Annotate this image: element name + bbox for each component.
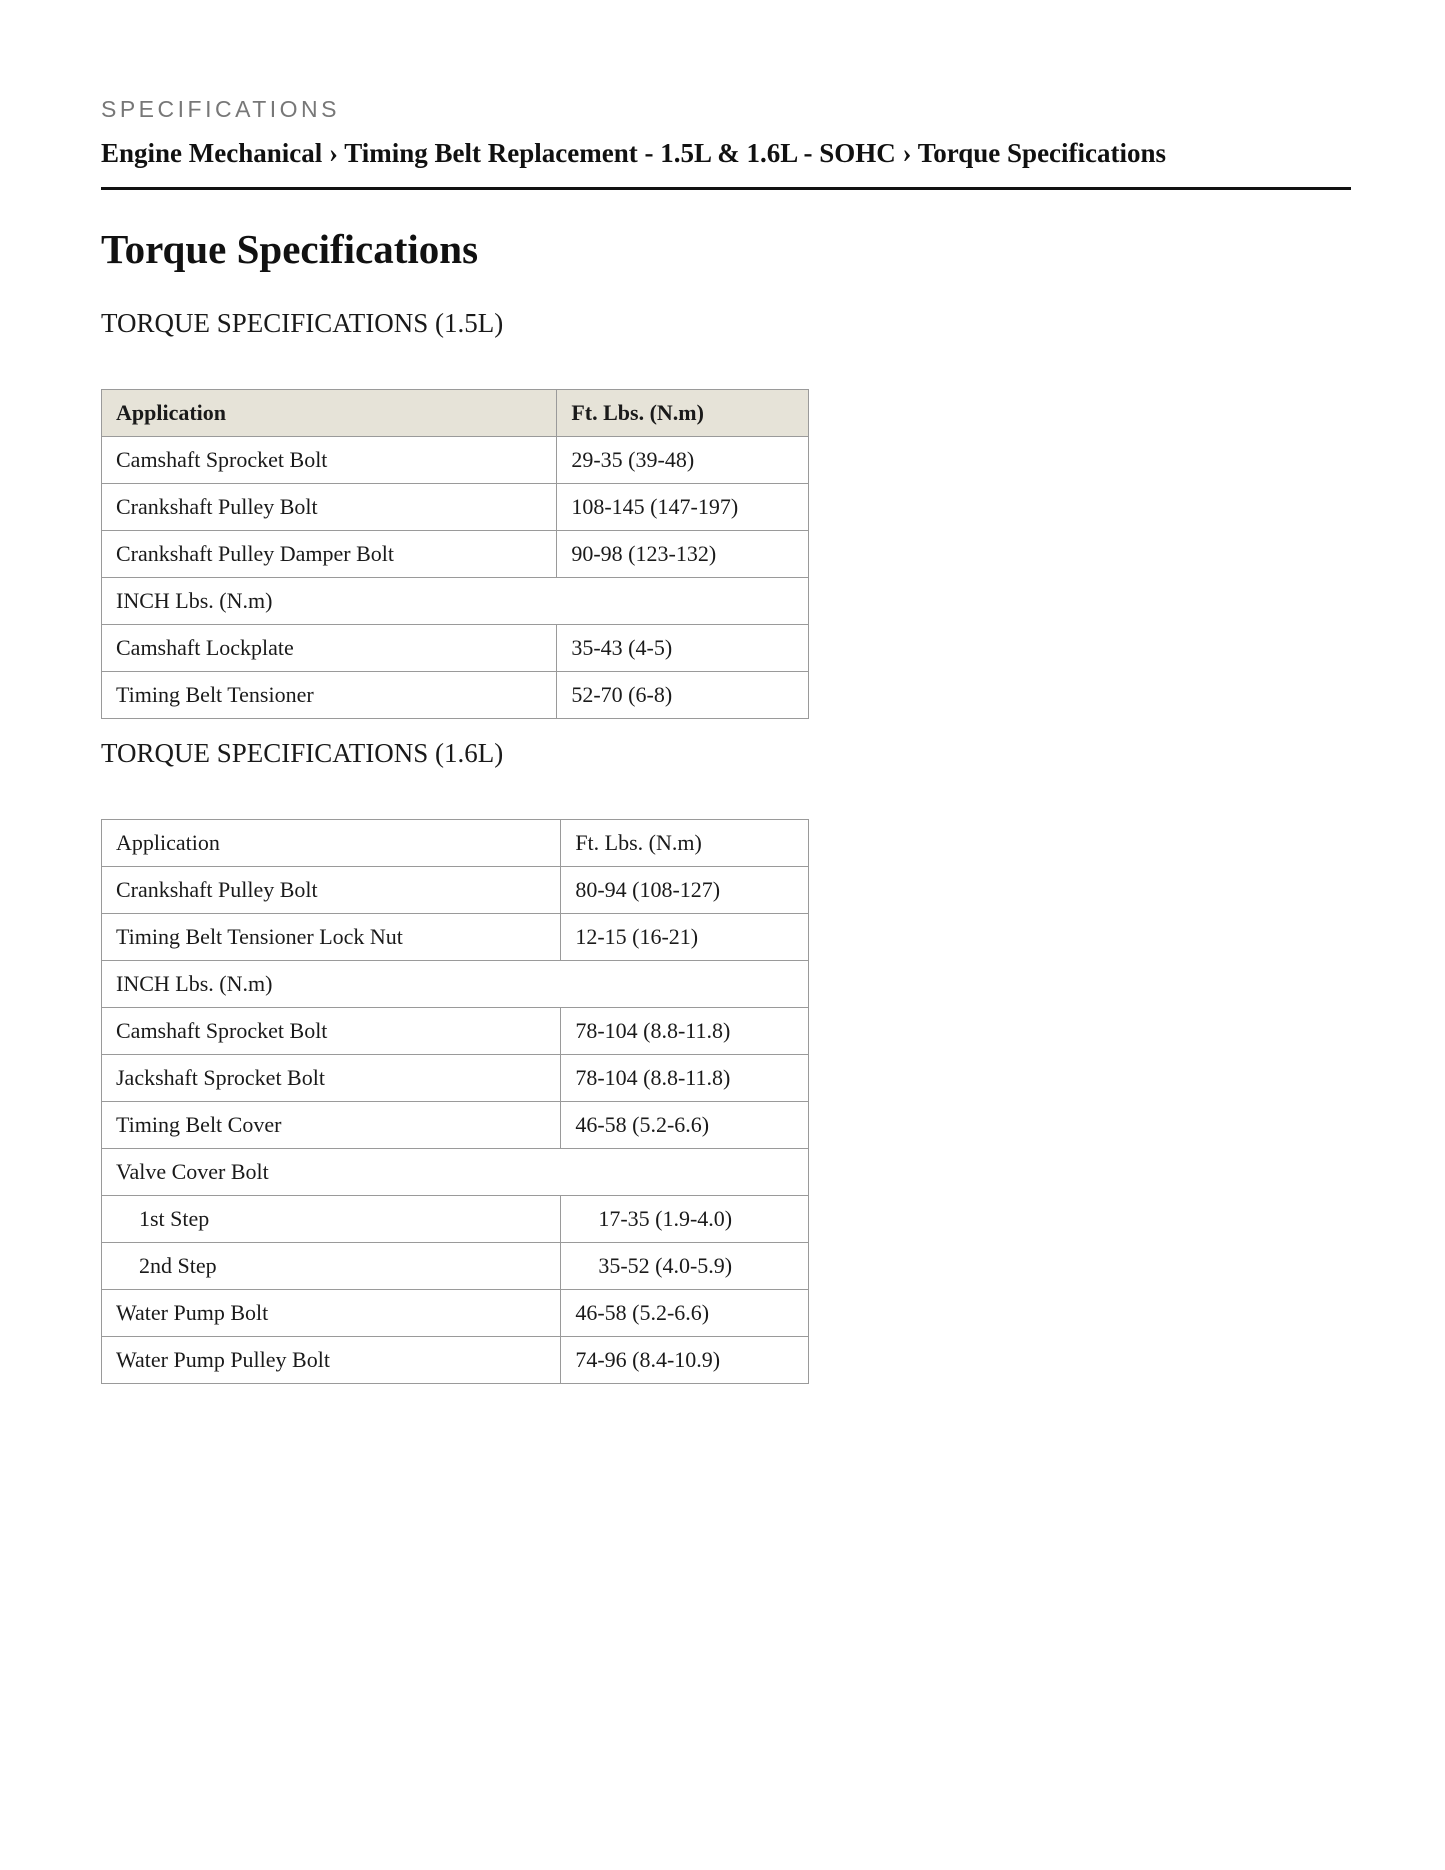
table-row [102, 437, 809, 484]
header-divider [101, 187, 1351, 190]
application-cell: Timing Belt Cover [102, 1102, 561, 1149]
torque-value-cell: 35-43 (4-5) [557, 625, 809, 672]
application-cell: Timing Belt Tensioner Lock Nut [102, 914, 561, 961]
header-application: Application [102, 820, 561, 867]
valve-cover-bolt-label: Valve Cover Bolt [102, 1149, 809, 1196]
torque-value-cell: 29-35 (39-48) [557, 437, 809, 484]
section-heading-1-6l: TORQUE SPECIFICATIONS (1.6L) [101, 738, 504, 768]
application-cell: Timing Belt Tensioner [102, 672, 557, 719]
breadcrumb: Engine Mechanical › Timing Belt Replacement - 1.5L & 1.6L - SOHC › Torque Specifications [101, 138, 1167, 168]
torque-value-cell: 46-58 (5.2-6.6) [561, 1102, 809, 1149]
table-row [102, 1008, 809, 1055]
group-subheader-row [102, 1149, 809, 1196]
table-row [102, 1337, 809, 1384]
application-cell: Water Pump Pulley Bolt [102, 1337, 561, 1384]
torque-value-cell: 52-70 (6-8) [557, 672, 809, 719]
torque-value-cell: 35-52 (4.0-5.9) [561, 1243, 809, 1290]
table-row [102, 867, 809, 914]
header-ft-lbs: Ft. Lbs. (N.m) [557, 390, 809, 437]
torque-value-cell: 108-145 (147-197) [557, 484, 809, 531]
unit-subheader-row [102, 578, 809, 625]
header-ft-lbs: Ft. Lbs. (N.m) [561, 820, 809, 867]
torque-value-cell: 78-104 (8.8-11.8) [561, 1055, 809, 1102]
application-cell: 2nd Step [102, 1243, 561, 1290]
section-eyebrow: SPECIFICATIONS [101, 96, 340, 122]
unit-subheader-row [102, 961, 809, 1008]
table-row [102, 625, 809, 672]
application-cell: 1st Step [102, 1196, 561, 1243]
table-row [102, 672, 809, 719]
torque-value-cell: 78-104 (8.8-11.8) [561, 1008, 809, 1055]
application-cell: Crankshaft Pulley Bolt [102, 867, 561, 914]
table-row [102, 1196, 809, 1243]
table-row [102, 1243, 809, 1290]
table-header-row [102, 390, 809, 437]
page-title: Torque Specifications [101, 226, 479, 272]
torque-value-cell: 80-94 (108-127) [561, 867, 809, 914]
inch-lbs-label: INCH Lbs. (N.m) [102, 578, 809, 625]
table-row [102, 531, 809, 578]
torque-value-cell: 46-58 (5.2-6.6) [561, 1290, 809, 1337]
torque-value-cell: 90-98 (123-132) [557, 531, 809, 578]
table-row [102, 1102, 809, 1149]
torque-value-cell: 74-96 (8.4-10.9) [561, 1337, 809, 1384]
torque-table-1-6l [101, 819, 809, 1384]
application-cell: Camshaft Sprocket Bolt [102, 1008, 561, 1055]
table-row [102, 914, 809, 961]
application-cell: Camshaft Sprocket Bolt [102, 437, 557, 484]
table-row [102, 484, 809, 531]
application-cell: Jackshaft Sprocket Bolt [102, 1055, 561, 1102]
table-row [102, 1290, 809, 1337]
header-application: Application [102, 390, 557, 437]
torque-value-cell: 17-35 (1.9-4.0) [561, 1196, 809, 1243]
application-cell: Water Pump Bolt [102, 1290, 561, 1337]
torque-table-1-5l [101, 389, 809, 719]
section-heading-1-5l: TORQUE SPECIFICATIONS (1.5L) [101, 308, 504, 338]
table-header-row [102, 820, 809, 867]
table-row [102, 1055, 809, 1102]
inch-lbs-label: INCH Lbs. (N.m) [102, 961, 809, 1008]
application-cell: Camshaft Lockplate [102, 625, 557, 672]
torque-value-cell: 12-15 (16-21) [561, 914, 809, 961]
application-cell: Crankshaft Pulley Damper Bolt [102, 531, 557, 578]
application-cell: Crankshaft Pulley Bolt [102, 484, 557, 531]
